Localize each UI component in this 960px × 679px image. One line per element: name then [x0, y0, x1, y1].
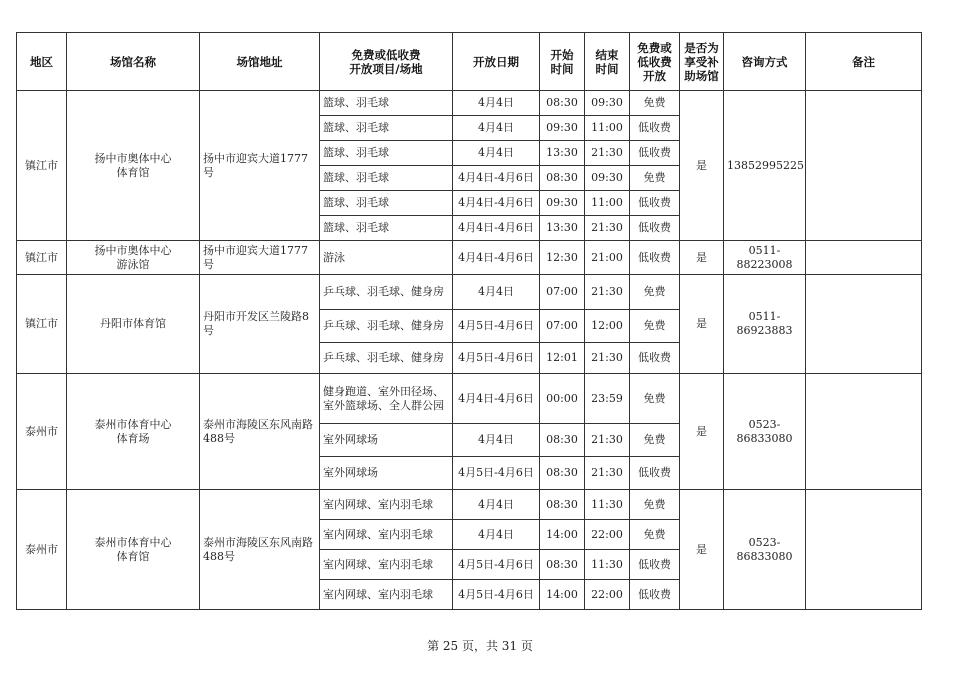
end-time-cell: 22:00	[585, 520, 630, 550]
fee-type-cell: 低收费	[630, 116, 680, 141]
end-time-cell: 21:30	[585, 216, 630, 241]
note-cell	[806, 91, 922, 241]
start-time-cell: 08:30	[540, 550, 585, 580]
open-item-cell: 乒乓球、羽毛球、健身房	[320, 275, 453, 310]
fee-type-cell: 免费	[630, 166, 680, 191]
table-row	[17, 490, 922, 520]
column-header: 场馆名称	[67, 33, 200, 91]
region-cell: 镇江市	[17, 91, 67, 241]
table-row	[17, 374, 922, 424]
start-time-cell: 09:30	[540, 191, 585, 216]
venue-name-cell: 扬中市奥体中心 体育馆	[67, 91, 200, 241]
open-date-cell: 4月4日-4月6日	[453, 241, 540, 275]
venue-name-cell: 扬中市奥体中心 游泳馆	[67, 241, 200, 275]
contact-cell: 0523-86833080	[724, 374, 806, 490]
column-header: 结束 时间	[585, 33, 630, 91]
start-time-cell: 08:30	[540, 490, 585, 520]
end-time-cell: 09:30	[585, 91, 630, 116]
start-time-cell: 00:00	[540, 374, 585, 424]
open-item-cell: 篮球、羽毛球	[320, 216, 453, 241]
contact-cell: 0511-88223008	[724, 241, 806, 275]
open-item-cell: 乒乓球、羽毛球、健身房	[320, 310, 453, 343]
note-cell	[806, 241, 922, 275]
open-date-cell: 4月4日	[453, 275, 540, 310]
open-date-cell: 4月5日-4月6日	[453, 343, 540, 374]
subsidy-cell: 是	[680, 490, 724, 610]
fee-type-cell: 免费	[630, 310, 680, 343]
table-row	[17, 241, 922, 275]
fee-type-cell: 低收费	[630, 216, 680, 241]
column-header: 免费或低收费 开放项目/场地	[320, 33, 453, 91]
open-item-cell: 篮球、羽毛球	[320, 191, 453, 216]
contact-cell: 0523-86833080	[724, 490, 806, 610]
end-time-cell: 21:30	[585, 275, 630, 310]
open-date-cell: 4月5日-4月6日	[453, 580, 540, 610]
fee-type-cell: 免费	[630, 520, 680, 550]
open-item-cell: 室外网球场	[320, 457, 453, 490]
open-item-cell: 篮球、羽毛球	[320, 91, 453, 116]
start-time-cell: 12:30	[540, 241, 585, 275]
column-header: 备注	[806, 33, 922, 91]
open-item-cell: 健身跑道、室外田径场、室外篮球场、全人群公园	[320, 374, 453, 424]
open-date-cell: 4月4日-4月6日	[453, 166, 540, 191]
end-time-cell: 23:59	[585, 374, 630, 424]
end-time-cell: 22:00	[585, 580, 630, 610]
fee-type-cell: 低收费	[630, 457, 680, 490]
end-time-cell: 21:00	[585, 241, 630, 275]
page-footer: 第 25 页，共 31 页	[427, 639, 533, 653]
start-time-cell: 13:30	[540, 141, 585, 166]
start-time-cell: 07:00	[540, 310, 585, 343]
end-time-cell: 11:30	[585, 490, 630, 520]
column-header: 咨询方式	[724, 33, 806, 91]
fee-type-cell: 免费	[630, 91, 680, 116]
column-header: 是否为 享受补 助场馆	[680, 33, 724, 91]
start-time-cell: 08:30	[540, 424, 585, 457]
open-item-cell: 室内网球、室内羽毛球	[320, 580, 453, 610]
column-header: 免费或 低收费 开放	[630, 33, 680, 91]
fee-type-cell: 低收费	[630, 191, 680, 216]
subsidy-cell: 是	[680, 241, 724, 275]
open-date-cell: 4月5日-4月6日	[453, 550, 540, 580]
open-date-cell: 4月4日	[453, 141, 540, 166]
venue-address-cell: 扬中市迎宾大道1777号	[200, 91, 320, 241]
open-item-cell: 篮球、羽毛球	[320, 166, 453, 191]
subsidy-cell: 是	[680, 91, 724, 241]
start-time-cell: 13:30	[540, 216, 585, 241]
fee-type-cell: 低收费	[630, 343, 680, 374]
note-cell	[806, 490, 922, 610]
region-cell: 镇江市	[17, 241, 67, 275]
fee-type-cell: 低收费	[630, 141, 680, 166]
end-time-cell: 21:30	[585, 457, 630, 490]
note-cell	[806, 374, 922, 490]
fee-type-cell: 免费	[630, 490, 680, 520]
venue-address-cell: 泰州市海陵区东风南路488号	[200, 490, 320, 610]
table-row	[17, 275, 922, 310]
open-date-cell: 4月5日-4月6日	[453, 457, 540, 490]
region-cell: 镇江市	[17, 275, 67, 374]
column-header: 开始 时间	[540, 33, 585, 91]
end-time-cell: 11:00	[585, 191, 630, 216]
open-item-cell: 乒乓球、羽毛球、健身房	[320, 343, 453, 374]
open-item-cell: 游泳	[320, 241, 453, 275]
start-time-cell: 14:00	[540, 580, 585, 610]
venue-address-cell: 丹阳市开发区兰陵路8号	[200, 275, 320, 374]
contact-cell: 0511-86923883	[724, 275, 806, 374]
open-date-cell: 4月4日-4月6日	[453, 216, 540, 241]
region-cell: 泰州市	[17, 490, 67, 610]
start-time-cell: 08:30	[540, 166, 585, 191]
contact-cell: 13852995225	[724, 91, 806, 241]
start-time-cell: 07:00	[540, 275, 585, 310]
open-item-cell: 篮球、羽毛球	[320, 141, 453, 166]
fee-type-cell: 免费	[630, 424, 680, 457]
open-date-cell: 4月4日	[453, 91, 540, 116]
open-item-cell: 篮球、羽毛球	[320, 116, 453, 141]
fee-type-cell: 免费	[630, 275, 680, 310]
open-date-cell: 4月4日	[453, 490, 540, 520]
end-time-cell: 11:30	[585, 550, 630, 580]
open-date-cell: 4月4日-4月6日	[453, 374, 540, 424]
region-cell: 泰州市	[17, 374, 67, 490]
venue-address-cell: 扬中市迎宾大道1777号	[200, 241, 320, 275]
end-time-cell: 11:00	[585, 116, 630, 141]
venue-name-cell: 丹阳市体育馆	[67, 275, 200, 374]
start-time-cell: 08:30	[540, 457, 585, 490]
fee-type-cell: 低收费	[630, 241, 680, 275]
end-time-cell: 12:00	[585, 310, 630, 343]
note-cell	[806, 275, 922, 374]
venue-table	[16, 32, 922, 610]
column-header: 地区	[17, 33, 67, 91]
subsidy-cell: 是	[680, 374, 724, 490]
table-header-row	[17, 33, 922, 91]
end-time-cell: 21:30	[585, 141, 630, 166]
column-header: 开放日期	[453, 33, 540, 91]
open-date-cell: 4月4日	[453, 116, 540, 141]
start-time-cell: 08:30	[540, 91, 585, 116]
start-time-cell: 14:00	[540, 520, 585, 550]
open-item-cell: 室内网球、室内羽毛球	[320, 520, 453, 550]
open-item-cell: 室外网球场	[320, 424, 453, 457]
venue-name-cell: 泰州市体育中心 体育馆	[67, 490, 200, 610]
open-item-cell: 室内网球、室内羽毛球	[320, 490, 453, 520]
end-time-cell: 09:30	[585, 166, 630, 191]
fee-type-cell: 免费	[630, 374, 680, 424]
column-header: 场馆地址	[200, 33, 320, 91]
table-row	[17, 91, 922, 116]
end-time-cell: 21:30	[585, 343, 630, 374]
end-time-cell: 21:30	[585, 424, 630, 457]
open-date-cell: 4月4日	[453, 520, 540, 550]
venue-name-cell: 泰州市体育中心 体育场	[67, 374, 200, 490]
venue-address-cell: 泰州市海陵区东风南路488号	[200, 374, 320, 490]
fee-type-cell: 低收费	[630, 550, 680, 580]
open-item-cell: 室内网球、室内羽毛球	[320, 550, 453, 580]
open-date-cell: 4月4日-4月6日	[453, 191, 540, 216]
open-date-cell: 4月4日	[453, 424, 540, 457]
start-time-cell: 12:01	[540, 343, 585, 374]
start-time-cell: 09:30	[540, 116, 585, 141]
open-date-cell: 4月5日-4月6日	[453, 310, 540, 343]
subsidy-cell: 是	[680, 275, 724, 374]
fee-type-cell: 低收费	[630, 580, 680, 610]
